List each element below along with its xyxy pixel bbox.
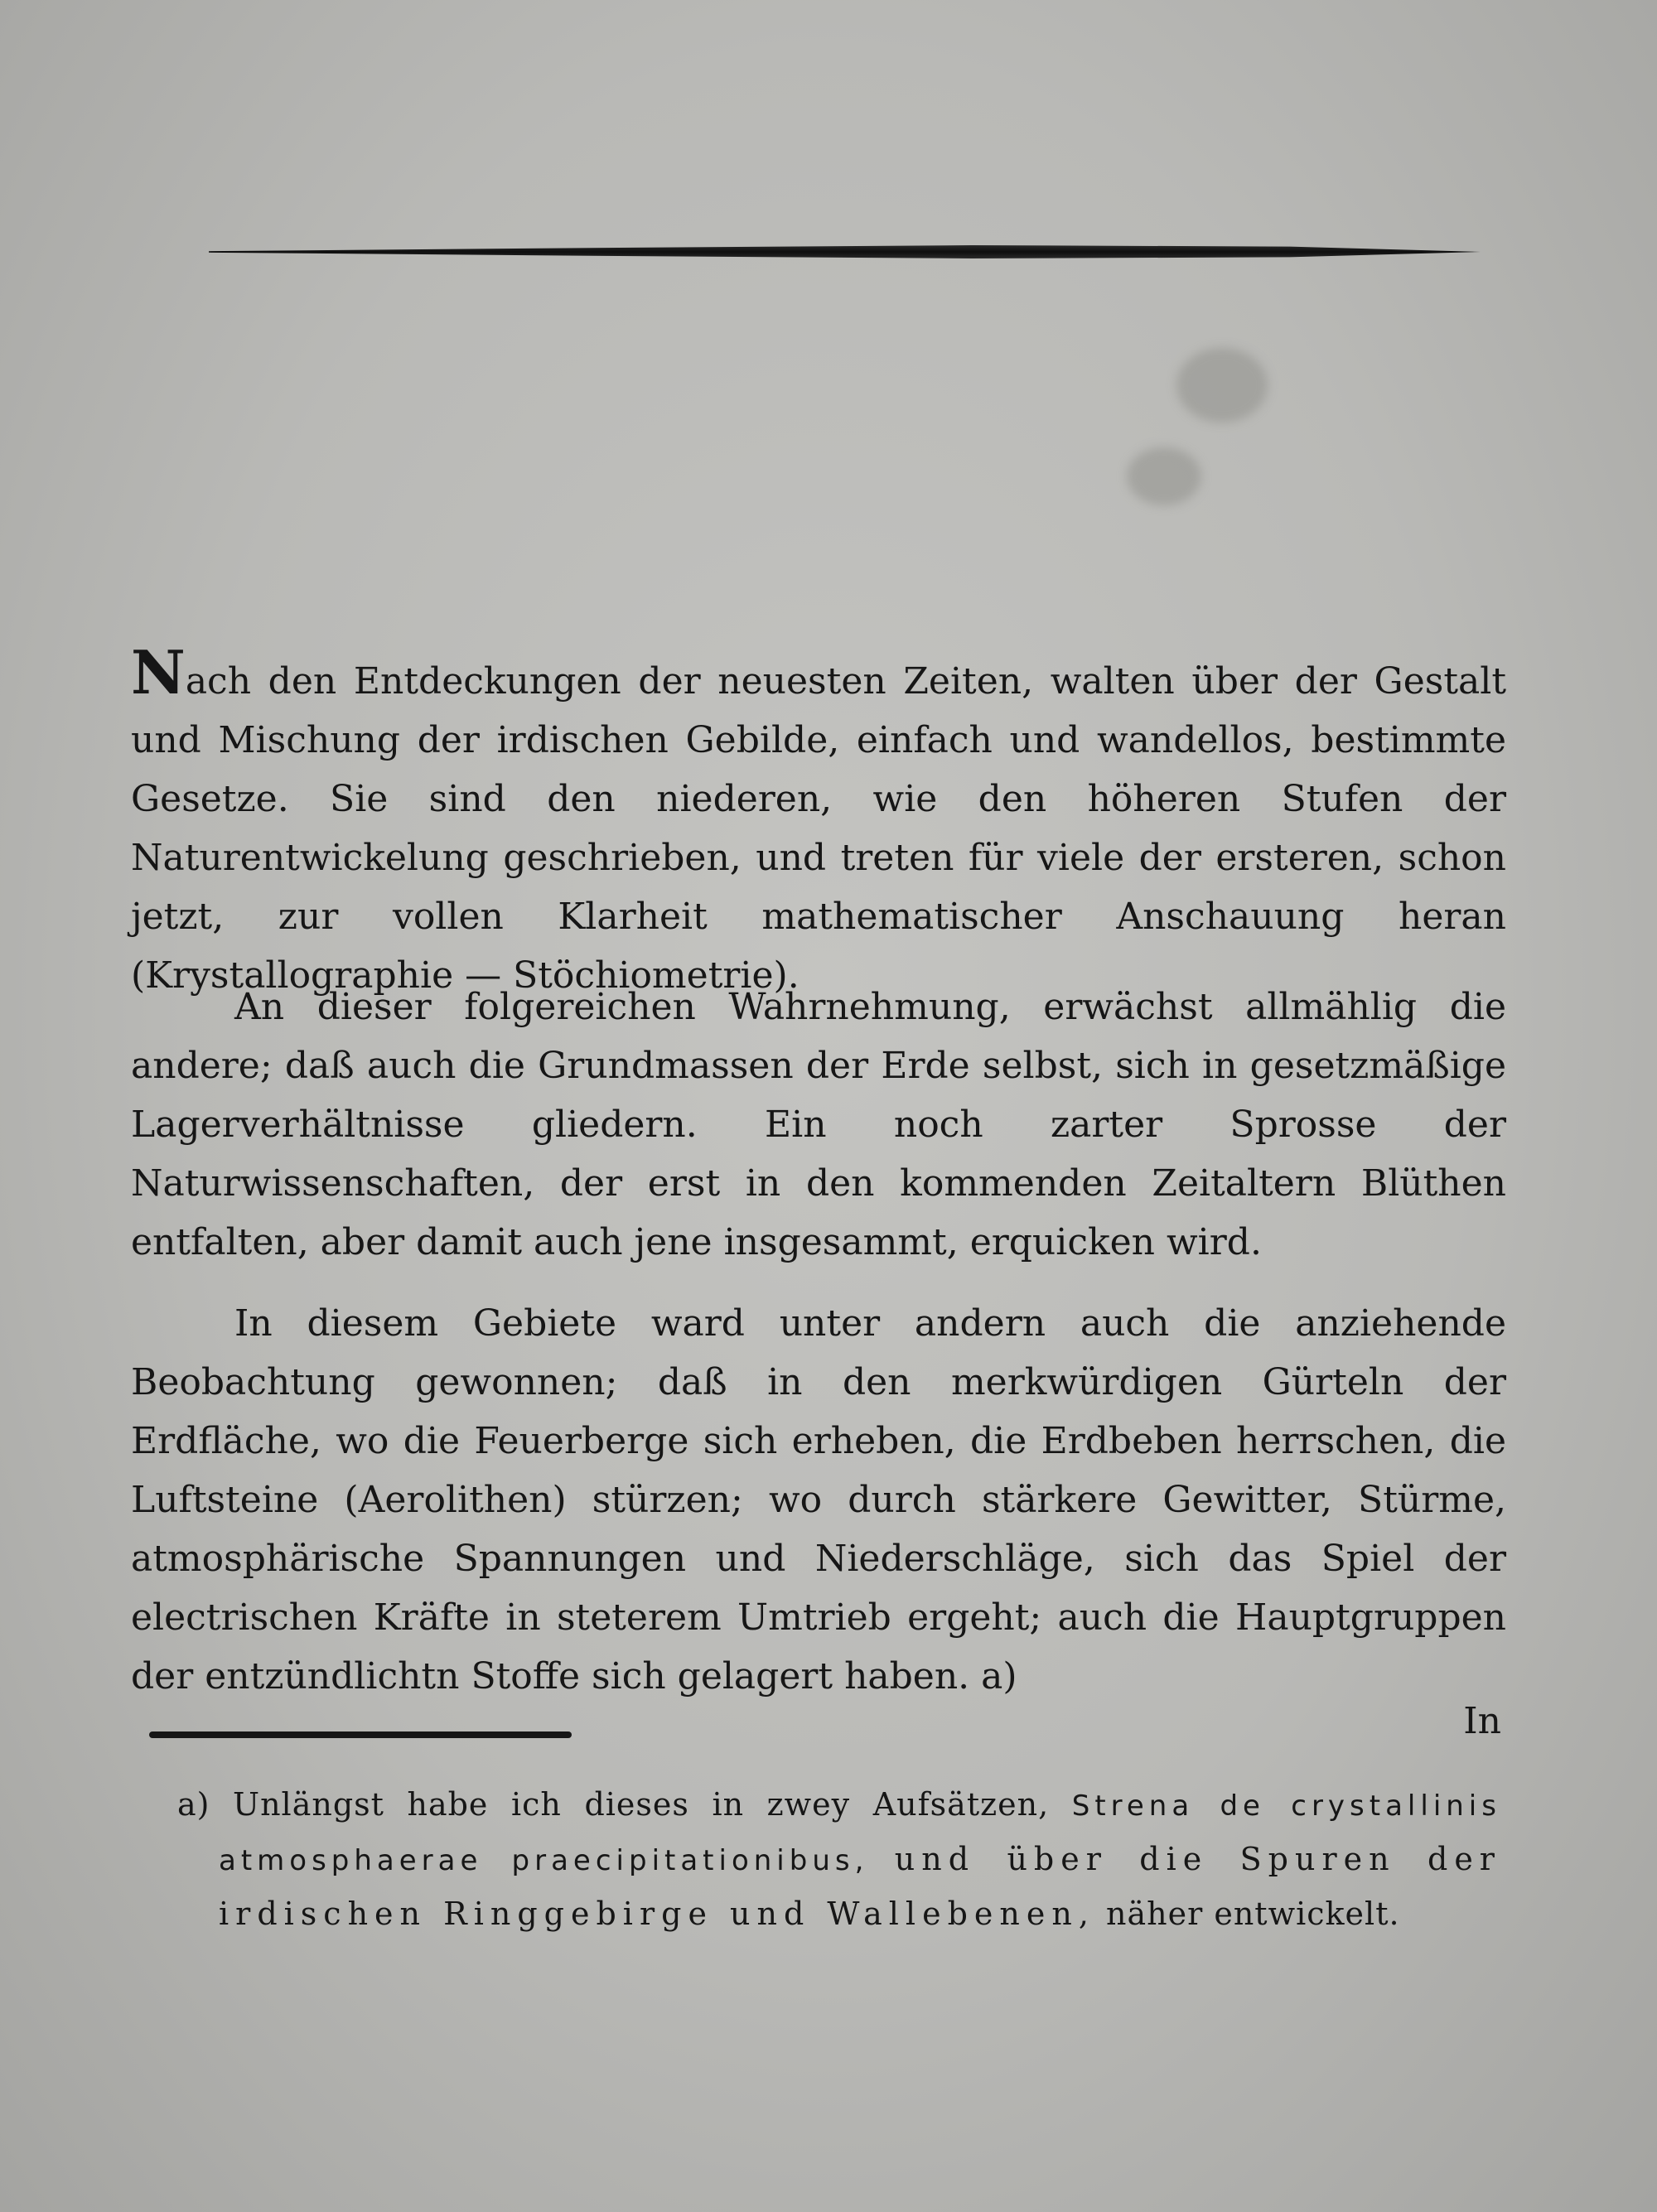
paragraph-3	[131, 1294, 1506, 1706]
footnote-text-after: näher entwickelt.	[1106, 1896, 1400, 1932]
paragraph-3-text: In diesem Gebiete ward unter andern auch die anziehende Beobachtung gewonnen; daß in den merkwürdigen Gürteln der Erdfläche, wo die Feuerberge sich erheben, die Erdbeben herrschen, die Luftsteine (Aerolithen) stürzen; wo durch stärkere Gewitter, Stürme, atmosphärische Spannungen und Niederschläge, sich das Spiel der electrischen Kräfte in steterem Umtrieb ergeht; auch die Hauptgruppen der entzündlichtn Stoffe sich gelagert haben. a)	[131, 1302, 1506, 1698]
footnote-marker: a)	[177, 1786, 210, 1823]
drop-cap: N	[131, 637, 186, 708]
paper-stain	[1127, 447, 1201, 505]
header-rule	[209, 245, 1481, 258]
paper-stain	[1176, 348, 1268, 423]
paragraph-2-text: An dieser folgereichen Wahrnehmung, erwächst allmählig die andere; daß auch die Grundmassen der Erde selbst, sich in gesetzmäßige Lagerverhältnisse gliedern. Ein noch zarter Sprosse der Naturwissenschaften, der erst in den kommenden Zeitaltern Blüthen entfalten, aber damit auch jene insgesammt, erquicken wird.	[131, 986, 1506, 1263]
footnote-text-middle: und über die Spuren der irdischen Ringgebirge und Wallebenen,	[219, 1841, 1501, 1932]
footnote	[177, 1778, 1501, 1940]
footnote-rule	[149, 1731, 572, 1738]
paragraph-2	[131, 978, 1506, 1272]
paragraph-1	[131, 637, 1506, 1005]
paragraph-1-text: ach den Entdeckungen der neuesten Zeiten, walten über der Gestalt und Mischung der irdischen Gebilde, einfach und wandellos, bestimmte Gesetze. Sie sind den niederen, wie den höheren Stufen der Naturentwickelung geschrieben, und treten für viele der ersteren, schon jetzt, zur vollen Klarheit mathematischer Anschauung heran (Krystallographie — Stöchiometrie).	[131, 660, 1506, 997]
footnote-text-before: Unlängst habe ich dieses in zwey Aufsätzen,	[233, 1786, 1050, 1823]
footnote-latin-title: Strena de crystallinis atmosphaerae praecipitationibus,	[219, 1789, 1501, 1877]
catchword: In	[1463, 1700, 1501, 1742]
